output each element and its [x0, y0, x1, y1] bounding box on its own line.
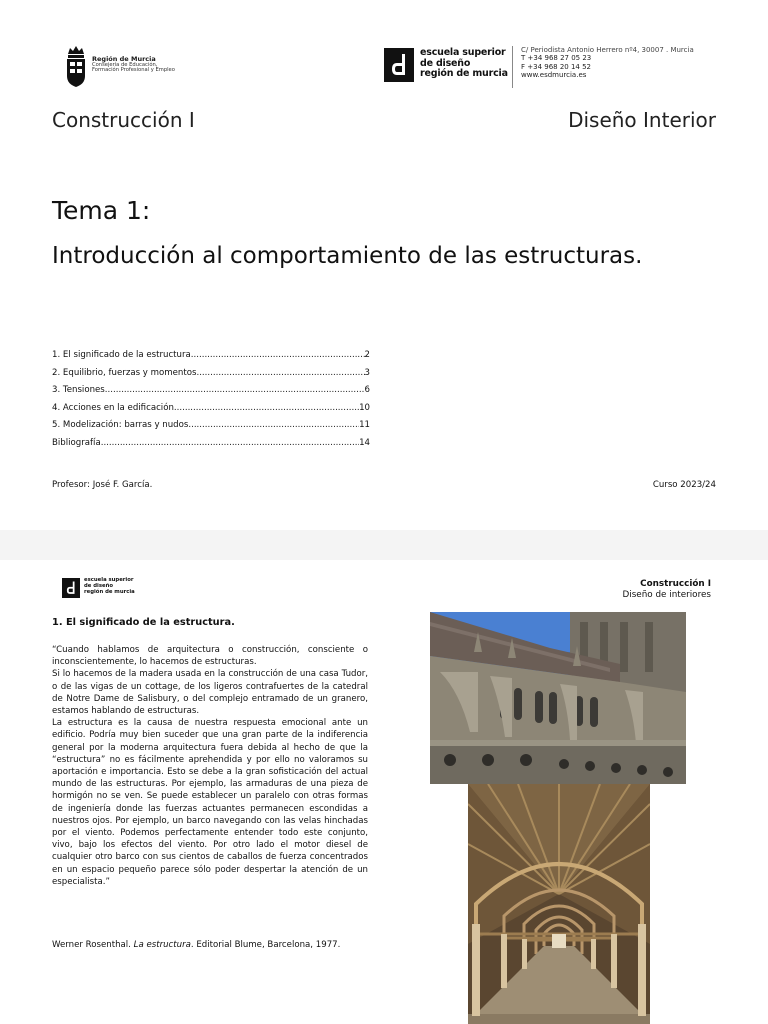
toc-item-label: 3. Tensiones. [52, 385, 108, 396]
citation-author: Werner Rosenthal. [52, 940, 134, 950]
toc-item-label: 5. Modelización: barras y nudos. [52, 420, 192, 431]
contact-web[interactable]: www.esdmurcia.es [521, 70, 587, 79]
toc-leader [196, 368, 364, 378]
section-title: 1. El significado de la estructura. [52, 617, 235, 628]
page-header [622, 579, 711, 601]
toc-item-page: 11 [359, 420, 370, 431]
paragraph: “Cuando hablamos de arquitectura o construcción, consciente o inconscientemente, lo hacemos de estructuras. [52, 645, 368, 668]
table-of-contents [52, 350, 370, 456]
header-course: Construcción I [640, 579, 711, 589]
toc-item-page: 3 [364, 367, 370, 378]
toc-item[interactable] [52, 438, 370, 456]
esd-line-2: de diseño [84, 582, 113, 589]
region-murcia-logo [64, 44, 204, 90]
content-page [0, 560, 768, 1024]
header-program: Diseño de interiores [622, 589, 711, 600]
citation-title: La estructura [133, 940, 191, 950]
esd-logo-small [62, 578, 142, 600]
coat-of-arms-icon [64, 44, 88, 88]
esd-line-1: escuela superior [420, 47, 506, 58]
toc-leader [191, 350, 365, 360]
section-body [52, 644, 368, 888]
consejeria-line: Consejería de Educación, [92, 61, 158, 68]
toc-item-label: 1. El significado de la estructura [52, 350, 191, 360]
contact-fax: F +34 968 20 14 52 [521, 62, 592, 71]
region-name: Región de Murcia [92, 55, 156, 63]
toc-leader [191, 420, 359, 430]
professor-name: Profesor: José F. García. [52, 480, 153, 490]
toc-item-page: 2 [364, 350, 370, 360]
toc-leader [108, 385, 365, 395]
topic-number: Tema 1: [52, 196, 151, 225]
esd-line-3: región de murcia [420, 68, 508, 80]
toc-leader [103, 438, 359, 448]
toc-leader [177, 403, 359, 413]
course-name: Construcción I [52, 108, 195, 132]
citation [52, 940, 372, 950]
toc-item-label: Bibliografía. [52, 437, 104, 448]
barn-interior-photo [468, 784, 650, 1024]
paragraph: Si lo hacemos de la madera usada en la construcción de una casa Tudor, o de las vigas de un cottage, de los ligeros contrafuertes de la catedral de Notre Dame de Salisbury, o del complejo entramado de un granero, estamos hablando de estructuras. [52, 669, 368, 717]
course-year: Curso 2023/24 [652, 480, 716, 490]
contact-address: C/ Periodista Antonio Herrero nº4, 30007 . Murcia [521, 46, 694, 54]
esd-logo [384, 48, 509, 86]
page-separator [0, 530, 768, 560]
toc-item-label: 4. Acciones en la edificación. [52, 402, 177, 413]
esd-line-1: escuela superior [84, 577, 134, 583]
contact-phone: T +34 968 27 05 23 [521, 54, 592, 63]
toc-item[interactable] [52, 420, 370, 438]
toc-item-page: 6 [364, 385, 370, 396]
toc-item-label: 2. Equilibrio, fuerzas y momentos [52, 367, 197, 378]
esd-line-2: de diseño [420, 57, 471, 69]
esd-line-3: región de murcia [84, 588, 135, 595]
citation-rest: . Editorial Blume, Barcelona, 1977. [190, 940, 341, 950]
topic-title: Introducción al comportamiento de las estructuras. [52, 243, 643, 269]
formacion-line: Formación Profesional y Empleo [92, 67, 175, 74]
toc-item-page: 10 [359, 402, 370, 413]
esd-d-icon [384, 48, 414, 82]
toc-item[interactable] [52, 385, 370, 403]
contact-block [512, 46, 712, 88]
cathedral-photo [430, 612, 686, 784]
paragraph: La estructura es la causa de nuestra respuesta emocional ante un edificio. Podría muy bien suceder que una gran parte de la indiferencia general por la moderna arquitectura fuera debida al hecho de que la “estructura” no es fácilmente aprehendida y por ello no valoramos su aportación e importancia. Esto se debe a la gran sofisticación del actual mundo de las estructuras. Por ejemplo, las armaduras de una pieza de hormigón no se ven. Se puede establecer un paralelo con otras formas de ingeniería donde las fuerzas actuantes permanecen escondidas a nuestros ojos. Por ejemplo, un barco navegando con las velas hinchadas por el viento. Podemos perfectamente entender todo este conjunto, vivo, bajo los efectos del viento. Por otro lado el motor diesel de cualquier otro barco con sus cientos de caballos de fuerza concentrados en un espacio pequeño parece sólo poder despertar la atención de un especialista.” [52, 718, 368, 887]
esd-d-icon [62, 578, 80, 598]
toc-item-page: 14 [359, 437, 370, 448]
toc-item[interactable] [52, 403, 370, 421]
toc-item[interactable] [52, 368, 370, 386]
program-name: Diseño Interior [568, 108, 716, 132]
toc-item[interactable] [52, 350, 370, 368]
